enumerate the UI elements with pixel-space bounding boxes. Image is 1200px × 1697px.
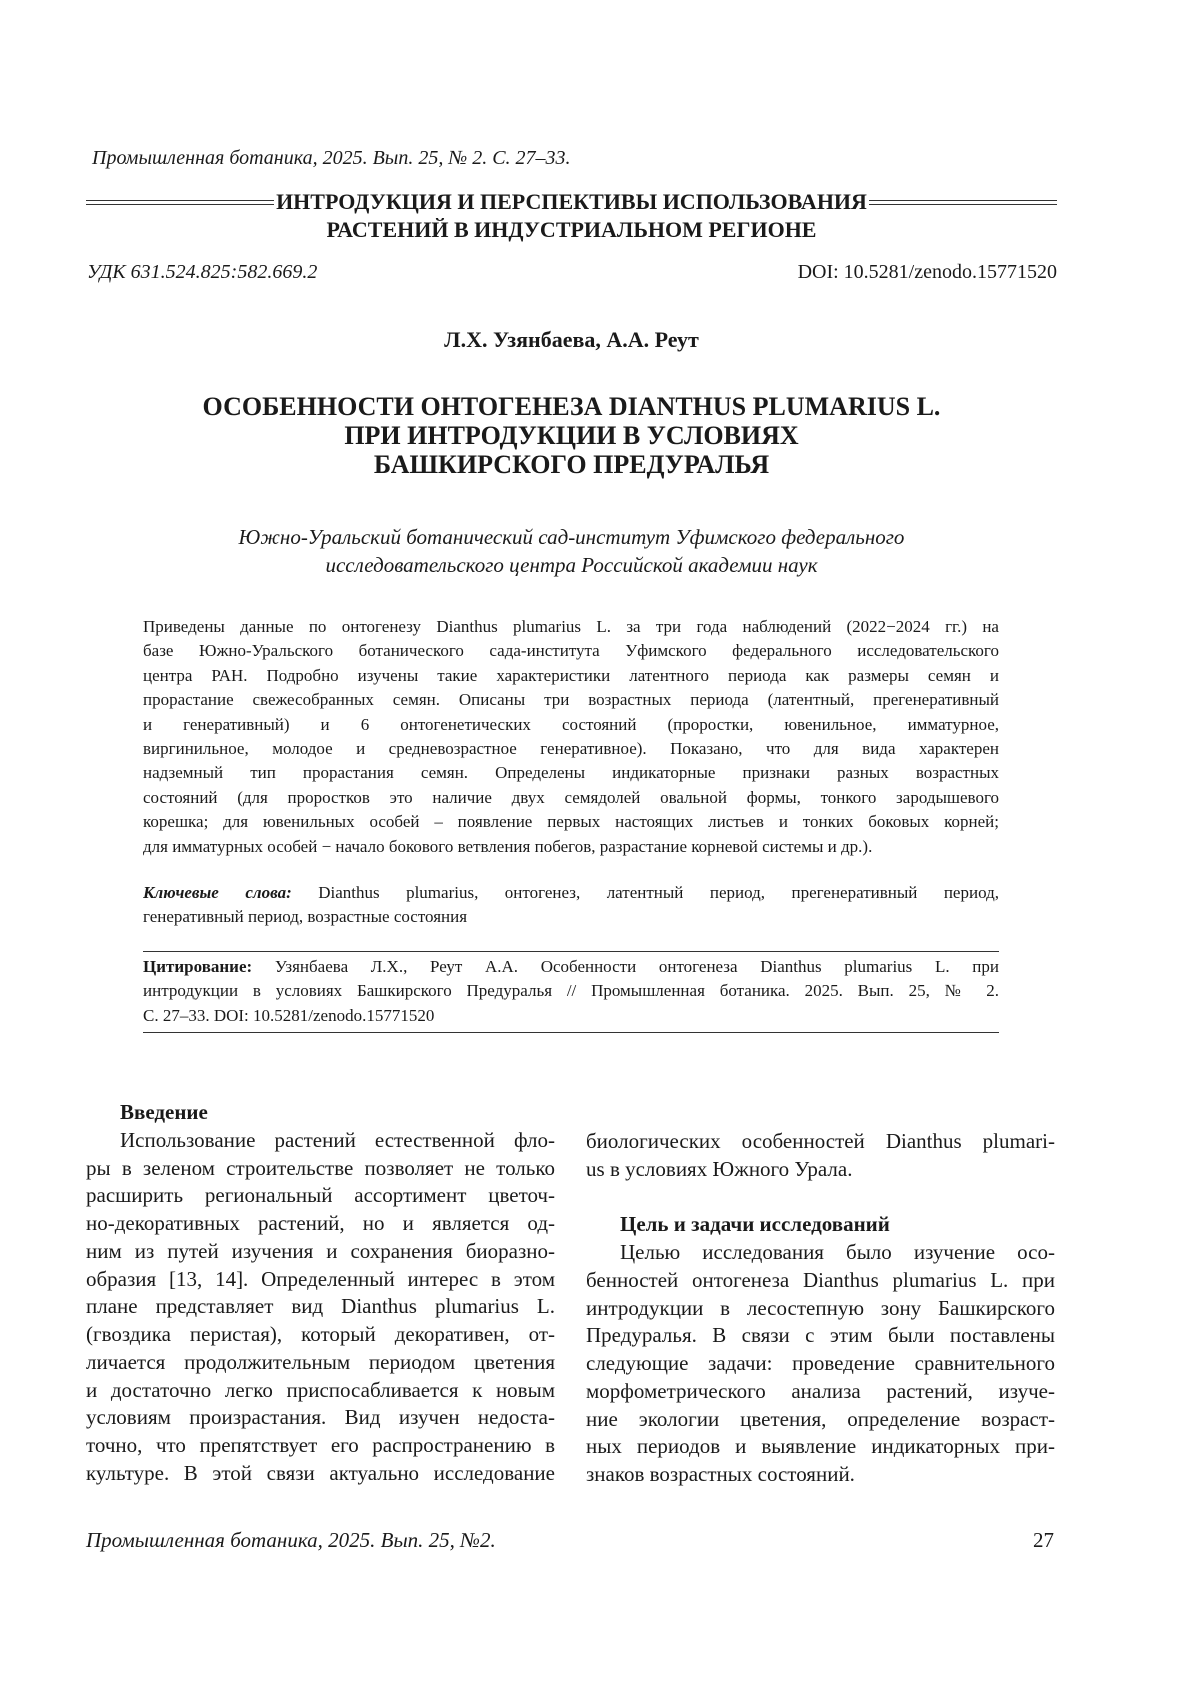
text-span: виргинильное, молодое и средневозрастное генеративное). Показано, что для вида характерен <box>143 739 999 758</box>
text-line <box>143 955 999 979</box>
italic-text: Dianthus plumarius <box>318 883 474 902</box>
text-span: и генеративный) и 6 онтогенетических состояний (проростки, ювенильное, имматурное, <box>143 715 999 734</box>
text-span: С. 27–33. DOI: 10.5281/zenodo.15771520 <box>143 1006 434 1025</box>
text-span: бенностей онтогенеза <box>586 1268 803 1292</box>
citation-rule-top <box>143 951 999 952</box>
italic-text: Dianthus plumarius <box>341 1294 519 1318</box>
article-title <box>86 392 1057 479</box>
text-span: центра РАН. Подробно изучены такие характеристики латентного периода как размеры семян и <box>143 666 999 685</box>
text-span: и достаточно легко приспосабливается к новым <box>86 1378 555 1402</box>
text-line <box>86 1238 555 1266</box>
page-number: 27 <box>1033 1527 1054 1553</box>
text-line <box>86 1460 555 1488</box>
text-span: состояний (для проростков это наличие двух семядолей овальной формы, тонкого зародышевого <box>143 788 999 807</box>
bold-text: Цитирование: <box>143 957 252 976</box>
text-span: Узянбаева Л.Х., Реут А.А. Особенности онтогенеза <box>252 957 760 976</box>
text-span: интродукции в лесостепную зону Башкирского <box>586 1296 1055 1320</box>
text-line <box>143 905 999 929</box>
text-span: надземный тип прорастания семян. Определены индикаторные признаки разных возрастных <box>143 763 999 782</box>
paragraph <box>586 1128 1055 1184</box>
text-span: генеративный период, возрастные состояния <box>143 907 467 926</box>
text-line <box>586 1350 1055 1378</box>
text-span: в условиях Южного Урала. <box>605 1157 853 1181</box>
italic-text: Dianthus plumarius <box>436 617 581 636</box>
abstract <box>143 615 999 859</box>
doi[interactable]: DOI: 10.5281/zenodo.15771520 <box>798 259 1057 285</box>
citation <box>143 955 999 1028</box>
text-line <box>86 1127 555 1155</box>
text-line <box>143 737 999 761</box>
text-span: ПРИ ИНТРОДУКЦИИ В УСЛОВИЯХ <box>344 421 798 450</box>
text-span: ры в зеленом строительстве позволяет не только <box>86 1156 555 1180</box>
section-title-line-2: РАСТЕНИЙ В ИНДУСТРИАЛЬНОМ РЕГИОНЕ <box>86 216 1057 244</box>
italic-text: us <box>586 1157 605 1181</box>
text-span: , онтогенез, латентный период, прегенеративный период, <box>474 883 999 902</box>
text-line <box>143 1004 999 1028</box>
text-span: плане представляет вид <box>86 1294 341 1318</box>
text-line <box>86 1377 555 1405</box>
text-line <box>586 1378 1055 1406</box>
text-span: биологических особенностей <box>586 1129 886 1153</box>
section-heading: Цель и задачи исследований <box>586 1211 1055 1239</box>
text-span: L. <box>519 1294 555 1318</box>
text-line <box>86 1432 555 1460</box>
text-span: ОСОБЕННОСТИ ОНТОГЕНЕЗА <box>203 392 609 421</box>
text-line <box>143 688 999 712</box>
paragraph <box>86 1127 555 1488</box>
paragraph <box>143 881 999 930</box>
title-line <box>86 450 1057 479</box>
text-line <box>586 1433 1055 1461</box>
text-span: образия [13, 14]. Определенный интерес в этом <box>86 1267 555 1291</box>
text-line <box>586 1239 1055 1267</box>
paragraph <box>586 1239 1055 1489</box>
text-span: Целью исследования было изучение осо- <box>620 1240 1055 1264</box>
text-line <box>586 1128 1055 1156</box>
section-title <box>86 188 1057 244</box>
text-span: культуре. В этой связи актуально исследование <box>86 1461 555 1485</box>
paragraph <box>143 955 999 1028</box>
text-line <box>86 1266 555 1294</box>
text-line <box>586 1267 1055 1295</box>
citation-rule-bottom <box>143 1032 999 1033</box>
text-span <box>292 883 318 902</box>
text-line <box>143 979 999 1003</box>
paragraph <box>143 615 999 859</box>
text-span: условиям произрастания. Вид изучен недоста- <box>86 1405 555 1429</box>
text-span: для имматурных особей − начало бокового ветвления побегов, разрастание корневой системы и др.). <box>143 837 872 856</box>
column-left <box>86 1099 555 1488</box>
text-span: L. <box>910 392 940 421</box>
text-line <box>143 615 999 639</box>
text-span: корешка; для ювенильных особей – появление первых настоящих листьев и тонких боковых корней; <box>143 812 999 831</box>
text-line <box>86 1182 555 1210</box>
text-span: точно, что препятствует его распространению в <box>86 1433 555 1457</box>
section-title-line-1: ИНТРОДУКЦИЯ И ПЕРСПЕКТИВЫ ИСПОЛЬЗОВАНИЯ <box>274 188 869 216</box>
journal-header: Промышленная ботаника, 2025. Вып. 25, № 2. С. 27–33. <box>92 146 571 170</box>
italic-text: Dianthus plumarius <box>803 1268 977 1292</box>
text-line <box>586 1322 1055 1350</box>
text-span: базе Южно-Уральского ботанического сада-института Уфимского федерального исследовательского <box>143 641 999 660</box>
text-line <box>143 810 999 834</box>
footer-journal: Промышленная ботаника, 2025. Вып. 25, №2. <box>86 1527 496 1553</box>
text-span: L. за три года наблюдений (2022−2024 гг.) на <box>581 617 999 636</box>
title-line <box>86 392 1057 421</box>
affiliation-line: исследовательского центра Российской академии наук <box>86 551 1057 579</box>
spacer <box>586 1184 1055 1212</box>
text-line <box>143 881 999 905</box>
text-span: интродукции в условиях Башкирского Предуралья // Промышленная ботаника. 2025. Вып. 25, № 2. <box>143 981 999 1000</box>
text-span: Предуралья. В связи с этим были поставлены <box>586 1323 1055 1347</box>
text-line <box>86 1321 555 1349</box>
bold-text: Ключевые слова: <box>143 883 292 902</box>
affiliation <box>86 523 1057 579</box>
text-span: следующие задачи: проведение сравнительного <box>586 1351 1055 1375</box>
text-line <box>143 761 999 785</box>
udk-code: УДК 631.524.825:582.669.2 <box>87 259 317 285</box>
text-span: L. при <box>977 1268 1056 1292</box>
text-span: Использование растений естественной фло- <box>120 1128 555 1152</box>
italic-text: Dianthus plumarius <box>760 957 912 976</box>
text-span: прорастание свежесобранных семян. Описаны три возрастных периода (латентный, прегенеративный <box>143 690 999 709</box>
affiliation-line: Южно-Уральский ботанический сад-институт Уфимского федерального <box>86 523 1057 551</box>
double-rule-right <box>869 200 1057 205</box>
text-line <box>143 639 999 663</box>
text-line <box>143 713 999 737</box>
authors: Л.Х. Узянбаева, А.А. Реут <box>86 327 1057 353</box>
text-line <box>86 1155 555 1183</box>
section-heading: Введение <box>86 1099 555 1127</box>
text-span: расширить региональный ассортимент цветоч- <box>86 1183 555 1207</box>
text-line <box>86 1349 555 1377</box>
column-right <box>586 1128 1055 1489</box>
italic-text: DIANTHUS PLUMARIUS <box>609 392 910 421</box>
text-line <box>586 1461 1055 1489</box>
text-line <box>586 1406 1055 1434</box>
text-line <box>86 1404 555 1432</box>
text-line <box>143 835 999 859</box>
double-rule-left <box>86 200 274 205</box>
text-line <box>86 1293 555 1321</box>
text-line <box>143 664 999 688</box>
text-span: но-декоративных растений, но и является од- <box>86 1211 555 1235</box>
text-span: личается продолжительным периодом цветения <box>86 1350 555 1374</box>
text-span: Приведены данные по онтогенезу <box>143 617 436 636</box>
text-span: ние экологии цветения, определение возраст- <box>586 1407 1055 1431</box>
text-span: ных периодов и выявление индикаторных при- <box>586 1434 1055 1458</box>
text-span: (гвоздика перистая), который декоративен, от- <box>86 1322 555 1346</box>
keywords <box>143 881 999 930</box>
text-line <box>86 1210 555 1238</box>
text-span: морфометрического анализа растений, изуче- <box>586 1379 1055 1403</box>
text-span: L. при <box>912 957 999 976</box>
italic-text: Dianthus plumari- <box>886 1129 1055 1153</box>
text-span: БАШКИРСКОГО ПРЕДУРАЛЬЯ <box>374 450 769 479</box>
text-span: ним из путей изучения и сохранения биоразно- <box>86 1239 555 1263</box>
text-line <box>586 1156 1055 1184</box>
text-line <box>143 786 999 810</box>
text-span: знаков возрастных состояний. <box>586 1462 855 1486</box>
title-line <box>86 421 1057 450</box>
text-line <box>586 1295 1055 1323</box>
